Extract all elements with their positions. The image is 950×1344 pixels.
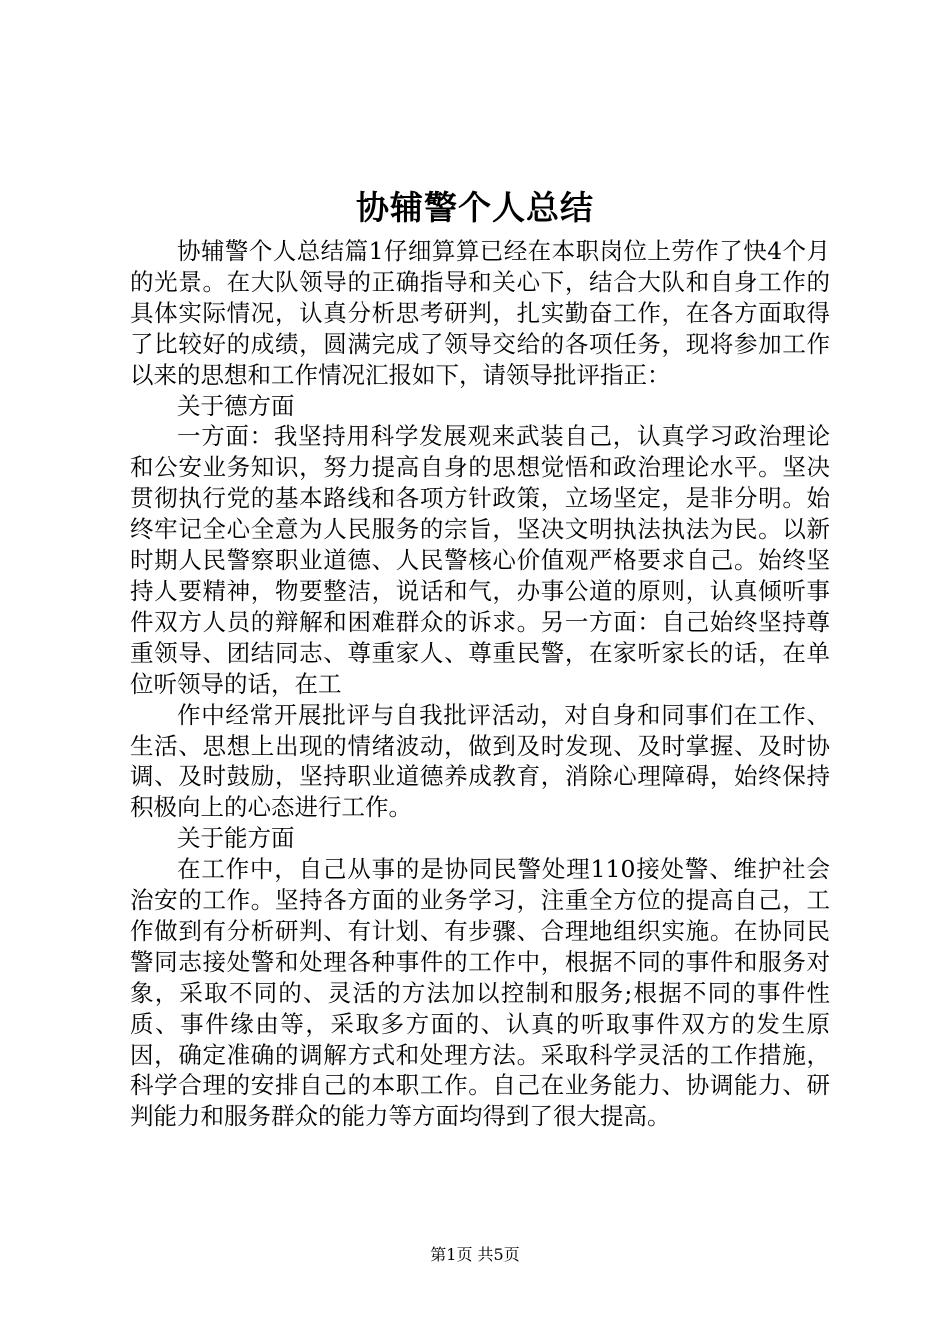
paragraph-ability: 在工作中，自己从事的是协同民警处理110接处警、维护社会治安的工作。坚持各方面的业务学习，注重全方位的提高自己，工作做到有分析研判、有计划、有步骤、合理地组织实施。在协同民警同志接处警和处理各种事件的工作中，根据不同的事件和服务对象，采取不同的、灵活的方法加以控制和服务;根据不同的事件性质、事件缘由等，采取多方面的、认真的听取事件双方的发生原因，确定准确的调解方式和处理方法。采取科学灵活的工作措施，科学合理的安排自己的本职工作。自己在业务能力、协调能力、研判能力和服务群众的能力等方面均得到了很大提高。	[130, 855, 830, 1131]
section-heading-morality: 关于德方面	[177, 391, 295, 420]
document-body	[130, 236, 830, 1132]
page-number-footer: 第1页 共5页	[430, 1245, 520, 1264]
paragraph-morality: 一方面：我坚持用科学发展观来武装自己，认真学习政治理论和公安业务知识，努力提高自身的思想觉悟和政治理论水平。坚决贯彻执行党的基本路线和各项方针政策，立场坚定，是非分明。始终牢记全心全意为人民服务的宗旨，坚决文明执法执法为民。以新时期人民警察职业道德、人民警核心价值观严格要求自己。始终坚持人要精神，物要整洁，说话和气，办事公道的原则，认真倾听事件双方人员的辩解和困难群众的诉求。另一方面：自己始终坚持尊重领导、团结同志、尊重家人、尊重民警，在家听家长的话，在单位听领导的话，在工	[130, 422, 830, 698]
paragraph-morality-continued: 作中经常开展批评与自我批评活动，对自身和同事们在工作、生活、思想上出现的情绪波动，做到及时发现、及时掌握、及时协调、及时鼓励，坚持职业道德养成教育，消除心理障碍，始终保持积极向上的心态进行工作。	[130, 700, 830, 822]
paragraph-intro: 协辅警个人总结篇1仔细算算已经在本职岗位上劳作了快4个月的光景。在大队领导的正确指导和关心下，结合大队和自身工作的具体实际情况，认真分析思考研判，扎实勤奋工作，在各方面取得了比较好的成绩，圆满完成了领导交给的各项任务，现将参加工作以来的思想和工作情况汇报如下，请领导批评指正：	[130, 237, 830, 389]
document-title: 协辅警个人总结	[356, 188, 594, 227]
section-heading-ability: 关于能方面	[177, 824, 295, 853]
